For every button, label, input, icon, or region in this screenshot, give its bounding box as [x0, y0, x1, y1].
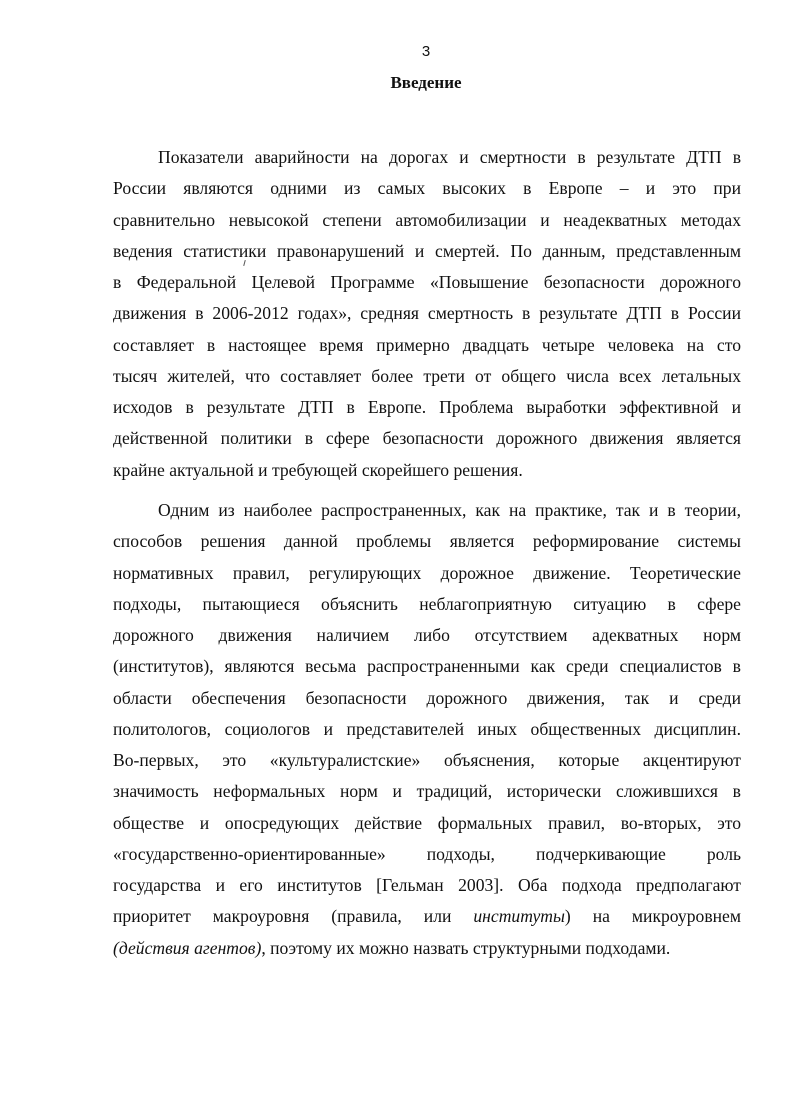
- text-line: действенной политики в сфере безопасности дорожного движения является: [113, 428, 741, 449]
- text-line: дорожного движения наличием либо отсутствием адекватных норм: [113, 625, 741, 645]
- text-segment: ) на микроуровнем: [564, 906, 741, 927]
- text-line: области обеспечения безопасности дорожного движения, так и среди: [113, 687, 741, 708]
- text-segment: приоритет макроуровня (правила, или: [113, 906, 474, 927]
- text-line: сравнительно невысокой степени автомобилизации и неадекватных методах: [113, 209, 741, 230]
- text-line: способов решения данной проблемы является реформирование системы: [113, 531, 741, 552]
- text-line: тысяч жителей, что составляет более трети от общего числа всех летальных: [113, 365, 741, 386]
- text-line: «государственно-ориентированные» подходы, подчеркивающие роль: [113, 843, 741, 864]
- text-line: крайне актуальной и требующей скорейшего решения.: [113, 459, 523, 480]
- italic-term: (действия агентов): [113, 937, 262, 958]
- paragraph-2: [113, 495, 741, 964]
- text-segment: , поэтому их можно назвать структурными подходами.: [261, 937, 671, 958]
- text-line: [113, 933, 741, 964]
- text-line: государства и его институтов [Гельман 2003]. Оба подхода предполагают: [113, 875, 741, 895]
- text-line: составляет в настоящее время примерно двадцать четыре человека на сто: [113, 334, 741, 355]
- section-title: Введение: [390, 73, 462, 92]
- paragraph-1: [113, 142, 741, 486]
- text-line: России являются одними из самых высоких в Европе – и это при: [113, 178, 741, 199]
- text-line: Показатели аварийности на дорогах и смертности в результате ДТП в: [158, 147, 741, 167]
- text-line: в Федеральной Целевой Программе «Повышение безопасности дорожного: [113, 272, 741, 292]
- text-line: нормативных правил, регулирующих дорожное движение. Теоретические: [113, 562, 741, 583]
- text-line: Во-первых, это «культуралистские» объяснения, которые акцентируют: [113, 750, 741, 770]
- text-line: [113, 901, 741, 932]
- text-line: значимость неформальных норм и традиций, исторически сложившихся в: [113, 781, 741, 802]
- text-line: ведения статистики правонарушений и смертей. По данным, представленным: [113, 240, 741, 261]
- text-line: Одним из наиболее распространенных, как на практике, так и в теории,: [158, 500, 741, 520]
- text-line: обществе и опосредующих действие формальных правил, во-вторых, это: [113, 812, 741, 833]
- text-line: политологов, социологов и представителей иных общественных дисциплин.: [113, 718, 741, 739]
- text-line: подходы, пытающиеся объяснить неблагоприятную ситуацию в сфере: [113, 593, 741, 614]
- text-line: (институтов), являются весьма распространенными как среди специалистов в: [113, 656, 741, 677]
- text-line: исходов в результате ДТП в Европе. Проблема выработки эффективной и: [113, 397, 741, 417]
- text-line: движения в 2006-2012 годах», средняя смертность в результате ДТП в России: [113, 303, 741, 324]
- page-number: 3: [421, 43, 431, 60]
- italic-term: институты: [473, 906, 565, 927]
